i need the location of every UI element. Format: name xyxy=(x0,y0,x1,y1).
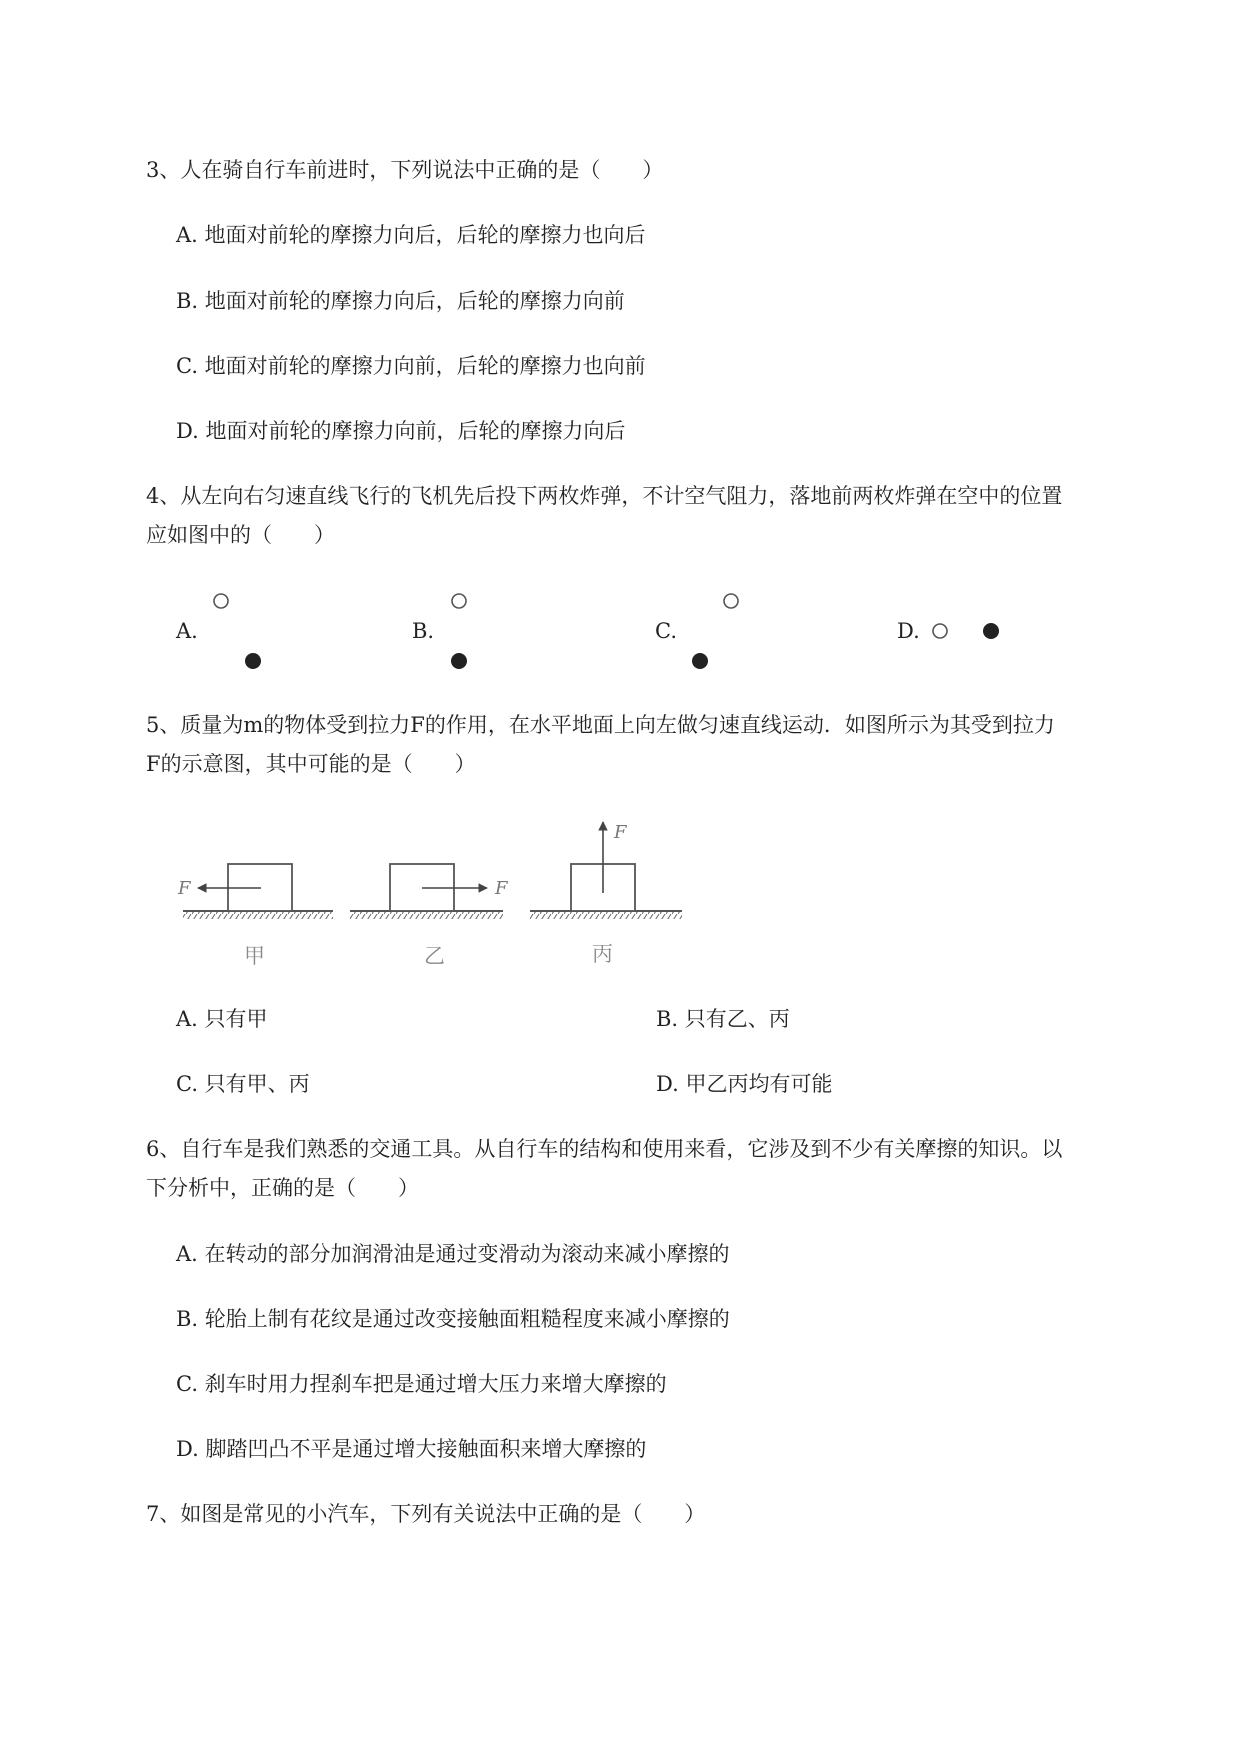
question-3-option-c: C. 地面对前轮的摩擦力向前，后轮的摩擦力也向前 xyxy=(176,354,646,378)
question-4-bomb-diagram xyxy=(0,580,1241,680)
option-c-second-bomb-icon xyxy=(692,653,708,669)
option-c-first-bomb-icon xyxy=(724,594,738,608)
panel-bing xyxy=(530,822,682,966)
question-4-stem-line-2: 应如图中的（ ） xyxy=(146,523,335,547)
question-4-stem-line-1: 4、从左向右匀速直线飞行的飞机先后投下两枚炸弹，不计空气阻力，落地前两枚炸弹在空中的位置 xyxy=(146,484,1063,508)
panel-yi xyxy=(350,864,509,968)
question-4-option-d-label: D. xyxy=(897,619,920,643)
panel-jia xyxy=(177,864,333,968)
option-b-first-bomb-icon xyxy=(452,594,466,608)
question-5-option-d: D. 甲乙丙均有可能 xyxy=(656,1072,833,1096)
question-6-option-c: C. 刹车时用力捏刹车把是通过增大压力来增大摩擦的 xyxy=(176,1372,667,1396)
panel-label-bing: 丙 xyxy=(592,942,613,966)
question-4-option-a-label: A. xyxy=(176,619,198,643)
force-label-yi: F xyxy=(495,878,508,899)
question-4-option-c-label: C. xyxy=(655,619,677,643)
panel-label-jia: 甲 xyxy=(244,944,265,968)
question-6-option-a: A. 在转动的部分加润滑油是通过变滑动为滚动来减小摩擦的 xyxy=(176,1242,730,1266)
question-3-option-d: D. 地面对前轮的摩擦力向前，后轮的摩擦力向后 xyxy=(176,419,626,443)
question-5-stem-line-1: 5、质量为m的物体受到拉力F的作用，在水平地面上向左做匀速直线运动．如图所示为其受到拉力 xyxy=(146,713,1055,737)
option-a-second-bomb-icon xyxy=(245,653,261,669)
question-3-option-b: B. 地面对前轮的摩擦力向后，后轮的摩擦力向前 xyxy=(176,289,625,313)
question-6-option-d: D. 脚踏凹凸不平是通过增大接触面积来增大摩擦的 xyxy=(176,1437,647,1461)
question-3-option-a: A. 地面对前轮的摩擦力向后，后轮的摩擦力也向后 xyxy=(176,223,646,247)
option-d-first-bomb-icon xyxy=(933,624,947,638)
question-6-stem-line-2: 下分析中，正确的是（ ） xyxy=(146,1176,419,1200)
option-d-second-bomb-icon xyxy=(983,623,999,639)
option-b-second-bomb-icon xyxy=(451,653,467,669)
question-5-stem-line-2: F的示意图，其中可能的是（ ） xyxy=(146,752,476,776)
question-4-option-b-label: B. xyxy=(412,619,435,643)
question-5-option-a: A. 只有甲 xyxy=(176,1007,268,1031)
question-3-stem: 3、人在骑自行车前进时，下列说法中正确的是（ ） xyxy=(146,158,664,182)
panel-label-yi: 乙 xyxy=(424,944,445,968)
force-label-jia: F xyxy=(178,878,191,899)
question-5-option-c: C. 只有甲、丙 xyxy=(176,1072,310,1096)
option-a-first-bomb-icon xyxy=(214,594,228,608)
question-6-option-b: B. 轮胎上制有花纹是通过改变接触面粗糙程度来减小摩擦的 xyxy=(176,1307,730,1331)
force-label-bing: F xyxy=(614,822,627,843)
question-5-option-b: B. 只有乙、丙 xyxy=(656,1007,790,1031)
question-6-stem-line-1: 6、自行车是我们熟悉的交通工具。从自行车的结构和使用来看，它涉及到不少有关摩擦的知识。以 xyxy=(146,1137,1063,1161)
question-5-force-diagram xyxy=(0,810,720,980)
question-7-stem: 7、如图是常见的小汽车，下列有关说法中正确的是（ ） xyxy=(146,1502,706,1526)
